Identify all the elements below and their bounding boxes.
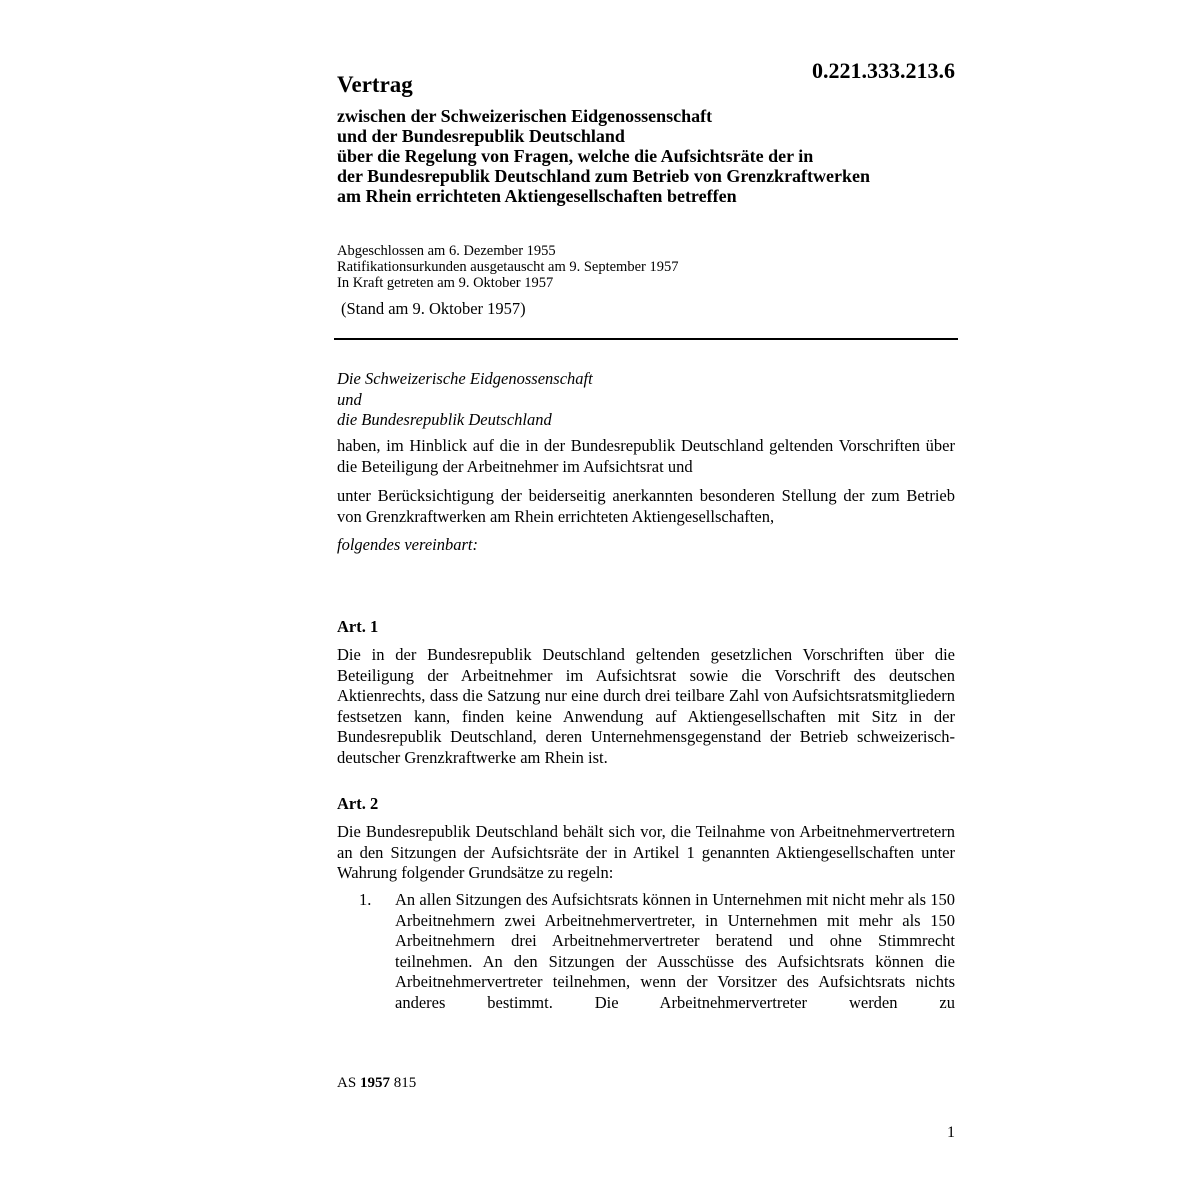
article-text: Die in der Bundesrepublik Deutschland geltenden gesetzlichen Vorschriften über die Beteiligung der Arbeitnehmer im Aufsichtsrat sowie die Vorschrift des deutschen Aktienrechts, dass die Satzung nur eine durch drei teilbare Zahl von Aufsichtsratsmitgliedern festsetzen kann, finden keine Anwendung auf Aktiengesellschaften mit Sitz in der Bundesrepublik Deutschland, deren Unternehmensgegenstand der Betrieb schweizerisch-deutscher Grenzkraftwerke am Rhein ist.	[337, 645, 955, 767]
page-number: 1	[947, 1124, 955, 1141]
list-item-number: 1.	[359, 890, 372, 909]
subtitle-line: und der Bundesrepublik Deutschland	[337, 126, 625, 146]
list-item-text: An allen Sitzungen des Aufsichtsrats können in Unternehmen mit nicht mehr als 150 Arbeitnehmern zwei Arbeitnehmervertreter, in Unternehmen mit mehr als 150 Arbeitnehmern drei Arbeitnehmervertreter beratend und ohne Stimmrecht teilnehmen. An den Sitzungen der Ausschüsse des Aufsichtsrats können die Arbeitnehmervertreter teilnehmen, wenn der Vorsitzer des Aufsichtsrats nichts anderes bestimmt. Die Arbeitnehmervertreter werden zu	[395, 890, 955, 1012]
as-prefix: AS	[337, 1075, 360, 1091]
subtitle-line: zwischen der Schweizerischen Eidgenossenschaft	[337, 106, 713, 126]
article-text: Die Bundesrepublik Deutschland behält sich vor, die Teilnahme von Arbeitnehmervertretern an den Sitzungen der Aufsichtsräte der in Artikel 1 genannten Aktiengesellschaften unter Wahrung folgender Grundsätze zu regeln:	[337, 822, 955, 882]
as-page: 815	[389, 1075, 417, 1091]
article-heading: Art. 2	[337, 794, 379, 813]
party-switzerland: Die Schweizerische Eidgenossenschaft	[337, 369, 593, 388]
horizontal-rule	[334, 338, 958, 340]
party-germany: die Bundesrepublik Deutschland	[337, 410, 552, 429]
article-heading: Art. 1	[337, 617, 379, 636]
stand-date: (Stand am 9. Oktober 1957)	[341, 299, 526, 318]
subtitle-line: am Rhein errichteten Aktiengesellschaften betreffen	[337, 186, 737, 206]
subtitle-line: über die Regelung von Fragen, welche die Aufsichtsräte der in	[337, 146, 814, 166]
document-subtitle	[337, 106, 957, 206]
subtitle-line: der Bundesrepublik Deutschland zum Betrieb von Grenzkraftwerken	[337, 166, 871, 186]
party-conjunction: und	[337, 389, 362, 409]
as-year: 1957	[359, 1075, 390, 1091]
preamble-paragraph: unter Berücksichtigung der beiderseitig anerkannten besonderen Stellung der zum Betrieb von Grenzkraftwerken am Rhein errichteten Aktiengesellschaften,	[337, 486, 955, 526]
preamble-paragraph: haben, im Hinblick auf die in der Bundesrepublik Deutschland geltenden Vorschriften über die Beteiligung der Arbeitnehmer im Aufsichtsrat und	[337, 436, 955, 476]
date-ratification: Ratifikationsurkunden ausgetauscht am 9. September 1957	[337, 259, 679, 275]
preamble-parties	[337, 369, 955, 431]
preamble-agreement: folgendes vereinbart:	[337, 535, 478, 554]
date-concluded: Abgeschlossen am 6. Dezember 1955	[337, 243, 556, 259]
treaty-dates	[337, 243, 678, 291]
date-in-force: In Kraft getreten am 9. Oktober 1957	[337, 275, 554, 291]
document-title: Vertrag	[337, 72, 413, 97]
official-collection-reference	[337, 1075, 416, 1092]
sr-number: 0.221.333.213.6	[812, 58, 955, 83]
